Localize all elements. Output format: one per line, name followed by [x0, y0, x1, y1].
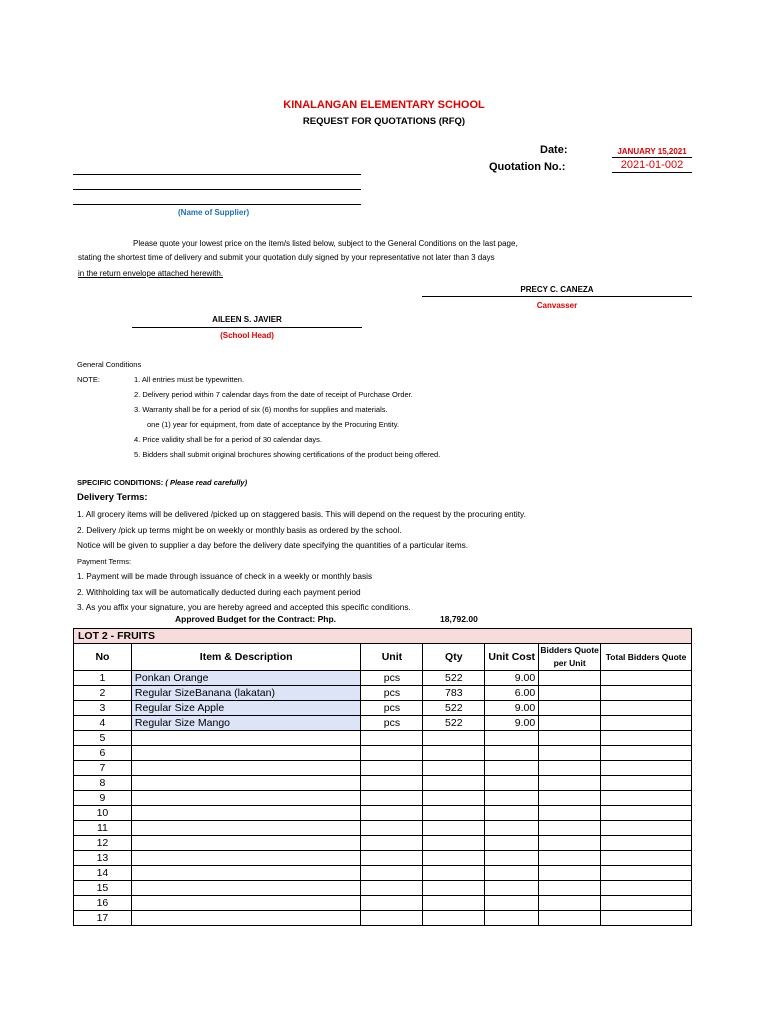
- total-quote-cell[interactable]: [601, 851, 692, 866]
- row-number: 8: [74, 776, 132, 791]
- canvasser-name: PRECY C. CANEZA: [520, 285, 594, 294]
- bidders-quote-cell[interactable]: [539, 881, 601, 896]
- item-unit: pcs: [361, 686, 423, 701]
- budget-label: Approved Budget for the Contract: Php.: [175, 614, 337, 624]
- quotation-value: 2021-01-002: [612, 159, 692, 173]
- item-description: [131, 806, 361, 821]
- total-quote-cell[interactable]: [601, 821, 692, 836]
- payment-terms-heading: Payment Terms:: [77, 556, 132, 566]
- item-unit-cost: [485, 761, 539, 776]
- total-quote-cell[interactable]: [601, 671, 692, 686]
- item-unit-cost: [485, 881, 539, 896]
- item-qty: [423, 806, 485, 821]
- table-row: [74, 866, 692, 881]
- item-qty: 522: [423, 716, 485, 731]
- item-unit: pcs: [361, 716, 423, 731]
- item-unit: [361, 776, 423, 791]
- row-number: 4: [74, 716, 132, 731]
- bidders-quote-cell[interactable]: [539, 911, 601, 926]
- condition-item: one (1) year for equipment, from date of acceptance by the Procuring Entity.: [147, 420, 400, 429]
- item-description: Regular Size Mango: [131, 716, 361, 731]
- date-label: Date:: [540, 144, 568, 156]
- item-qty: [423, 821, 485, 836]
- document-title: REQUEST FOR QUOTATIONS (RFQ): [302, 116, 466, 127]
- item-unit-cost: [485, 836, 539, 851]
- col-header-unit-cost: Unit Cost: [485, 644, 539, 671]
- item-description: [131, 761, 361, 776]
- item-unit-cost: [485, 806, 539, 821]
- row-number: 15: [74, 881, 132, 896]
- bidders-quote-cell[interactable]: [539, 686, 601, 701]
- table-row: [74, 716, 692, 731]
- payment-term: 2. Withholding tax will be automatically deducted during each payment period: [77, 586, 361, 597]
- item-description: [131, 776, 361, 791]
- bidders-quote-cell[interactable]: [539, 791, 601, 806]
- total-quote-cell[interactable]: [601, 791, 692, 806]
- item-description: [131, 881, 361, 896]
- canvasser-role: Canvasser: [536, 301, 578, 310]
- item-qty: [423, 836, 485, 851]
- total-quote-cell[interactable]: [601, 806, 692, 821]
- row-number: 14: [74, 866, 132, 881]
- items-table: [73, 628, 692, 926]
- table-row: [74, 686, 692, 701]
- intro-line-1: Please quote your lowest price on the item/s listed below, subject to the General Conditions on the last page,: [133, 239, 518, 248]
- item-unit: [361, 821, 423, 836]
- specific-heading-note: ( Please read carefully): [165, 478, 248, 487]
- total-quote-cell[interactable]: [601, 686, 692, 701]
- total-quote-cell[interactable]: [601, 746, 692, 761]
- col-header-total-quote: Total Bidders Quote: [601, 644, 692, 671]
- table-row: [74, 851, 692, 866]
- condition-item: 5. Bidders shall submit original brochures showing certifications of the product being offered.: [134, 450, 441, 459]
- item-qty: [423, 761, 485, 776]
- item-unit-cost: [485, 911, 539, 926]
- item-qty: [423, 896, 485, 911]
- row-number: 11: [74, 821, 132, 836]
- col-header-item: Item & Description: [131, 644, 361, 671]
- school-name: KINALANGAN ELEMENTARY SCHOOL: [283, 99, 485, 111]
- row-number: 13: [74, 851, 132, 866]
- item-qty: [423, 851, 485, 866]
- total-quote-cell[interactable]: [601, 911, 692, 926]
- item-unit-cost: 6.00: [485, 686, 539, 701]
- quotation-label: Quotation No.:: [489, 161, 566, 173]
- lot-title: LOT 2 - FRUITS: [74, 629, 692, 644]
- bidders-quote-cell[interactable]: [539, 671, 601, 686]
- delivery-terms-list: [77, 507, 526, 616]
- item-description: [131, 836, 361, 851]
- item-unit: [361, 911, 423, 926]
- item-description: Regular SizeBanana (lakatan): [131, 686, 361, 701]
- item-description: Ponkan Orange: [131, 671, 361, 686]
- item-unit-cost: 9.00: [485, 671, 539, 686]
- total-quote-cell[interactable]: [601, 731, 692, 746]
- item-description: [131, 731, 361, 746]
- item-unit-cost: 9.00: [485, 716, 539, 731]
- supplier-caption: (Name of Supplier): [178, 208, 250, 217]
- total-quote-cell[interactable]: [601, 701, 692, 716]
- total-quote-cell[interactable]: [601, 836, 692, 851]
- table-row: [74, 671, 692, 686]
- general-conditions-heading: General Conditions: [77, 360, 142, 369]
- item-unit: [361, 791, 423, 806]
- row-number: 10: [74, 806, 132, 821]
- bidders-quote-cell[interactable]: [539, 821, 601, 836]
- row-number: 16: [74, 896, 132, 911]
- school-head-role: (School Head): [220, 331, 274, 340]
- table-row: [74, 731, 692, 746]
- item-description: [131, 851, 361, 866]
- col-header-qty: Qty: [423, 644, 485, 671]
- item-unit-cost: [485, 731, 539, 746]
- budget-value: 18,792.00: [440, 614, 478, 624]
- table-row: [74, 746, 692, 761]
- delivery-terms-heading: Delivery Terms:: [77, 492, 148, 503]
- condition-item: 3. Warranty shall be for a period of six (6) months for supplies and materials.: [134, 405, 388, 414]
- item-unit-cost: [485, 896, 539, 911]
- item-qty: [423, 776, 485, 791]
- item-description: [131, 911, 361, 926]
- item-unit: [361, 866, 423, 881]
- item-qty: 522: [423, 671, 485, 686]
- row-number: 12: [74, 836, 132, 851]
- item-description: [131, 896, 361, 911]
- intro-line-2: stating the shortest time of delivery and submit your quotation duly signed by your representative not later than 3 days: [78, 253, 495, 262]
- total-quote-cell[interactable]: [601, 776, 692, 791]
- item-qty: [423, 881, 485, 896]
- item-unit: pcs: [361, 671, 423, 686]
- canvasser-signature-line: [422, 296, 692, 297]
- delivery-term: 2. Delivery /pick up terms might be on weekly or monthly basis as ordered by the school.: [77, 524, 402, 535]
- school-head-signature-line: [132, 327, 362, 328]
- bidders-quote-cell[interactable]: [539, 866, 601, 881]
- item-unit: [361, 836, 423, 851]
- total-quote-cell[interactable]: [601, 716, 692, 731]
- table-row: [74, 821, 692, 836]
- table-row: [74, 911, 692, 926]
- item-qty: 783: [423, 686, 485, 701]
- item-unit-cost: [485, 851, 539, 866]
- item-qty: [423, 866, 485, 881]
- delivery-term: 1. All grocery items will be delivered /picked up on staggered basis. This will depend on the request by the procuring entity.: [77, 509, 526, 519]
- note-label: NOTE:: [77, 375, 100, 384]
- bidders-quote-cell[interactable]: [539, 806, 601, 821]
- bidders-quote-cell[interactable]: [539, 761, 601, 776]
- col-header-no: No: [74, 644, 132, 671]
- row-number: 6: [74, 746, 132, 761]
- row-number: 9: [74, 791, 132, 806]
- item-unit: [361, 881, 423, 896]
- condition-item: 1. All entries must be typewritten.: [134, 375, 245, 384]
- payment-term: 1. Payment will be made through issuance of check in a weekly or monthly basis: [77, 571, 373, 581]
- bidders-quote-cell[interactable]: [539, 716, 601, 731]
- payment-term: 3. As you affix your signature, you are hereby agreed and accepted this specific conditions.: [77, 602, 411, 612]
- item-description: [131, 746, 361, 761]
- general-conditions-list: [134, 372, 440, 462]
- bidders-quote-cell[interactable]: [539, 731, 601, 746]
- item-unit: [361, 761, 423, 776]
- bidders-quote-cell[interactable]: [539, 776, 601, 791]
- condition-item: 4. Price validity shall be for a period of 30 calendar days.: [134, 435, 323, 444]
- item-unit-cost: [485, 866, 539, 881]
- supplier-line-2: [73, 189, 361, 190]
- table-row: [74, 881, 692, 896]
- total-quote-cell[interactable]: [601, 866, 692, 881]
- bidders-quote-cell[interactable]: [539, 896, 601, 911]
- item-unit-cost: [485, 776, 539, 791]
- delivery-term: Notice will be given to supplier a day before the delivery date specifying the quantities of a particular items.: [77, 540, 469, 550]
- bidders-quote-cell[interactable]: [539, 746, 601, 761]
- intro-line-3: in the return envelope attached herewith.: [78, 269, 223, 278]
- item-unit-cost: 9.00: [485, 701, 539, 716]
- bidders-quote-cell[interactable]: [539, 851, 601, 866]
- school-head-name: AILEEN S. JAVIER: [212, 315, 282, 324]
- item-qty: [423, 731, 485, 746]
- item-description: [131, 791, 361, 806]
- table-row: [74, 836, 692, 851]
- item-unit: pcs: [361, 701, 423, 716]
- item-description: [131, 821, 361, 836]
- specific-heading-text: SPECIFIC CONDITIONS:: [77, 478, 164, 487]
- total-quote-cell[interactable]: [601, 761, 692, 776]
- item-unit-cost: [485, 821, 539, 836]
- item-qty: 522: [423, 701, 485, 716]
- table-row: [74, 776, 692, 791]
- item-unit-cost: [485, 791, 539, 806]
- table-row: [74, 806, 692, 821]
- col-header-unit: Unit: [361, 644, 423, 671]
- date-value: JANUARY 15,2021: [612, 147, 692, 158]
- item-description: [131, 866, 361, 881]
- bidders-quote-cell[interactable]: [539, 836, 601, 851]
- row-number: 17: [74, 911, 132, 926]
- item-unit: [361, 851, 423, 866]
- table-row: [74, 896, 692, 911]
- item-unit: [361, 746, 423, 761]
- supplier-line-1: [73, 174, 361, 175]
- row-number: 5: [74, 731, 132, 746]
- row-number: 7: [74, 761, 132, 776]
- table-row: [74, 701, 692, 716]
- row-number: 2: [74, 686, 132, 701]
- table-row: [74, 791, 692, 806]
- total-quote-cell[interactable]: [601, 896, 692, 911]
- item-unit: [361, 896, 423, 911]
- row-number: 3: [74, 701, 132, 716]
- col-header-bidders-quote: Bidders Quote per Unit: [539, 644, 601, 671]
- item-qty: [423, 911, 485, 926]
- specific-conditions-heading: [77, 478, 247, 487]
- bidders-quote-cell[interactable]: [539, 701, 601, 716]
- table-row: [74, 761, 692, 776]
- item-unit-cost: [485, 746, 539, 761]
- item-qty: [423, 746, 485, 761]
- total-quote-cell[interactable]: [601, 881, 692, 896]
- item-unit: [361, 731, 423, 746]
- row-number: 1: [74, 671, 132, 686]
- item-unit: [361, 806, 423, 821]
- condition-item: 2. Delivery period within 7 calendar days from the date of receipt of Purchase Order.: [134, 390, 413, 399]
- item-qty: [423, 791, 485, 806]
- item-description: Regular Size Apple: [131, 701, 361, 716]
- supplier-line-3: [73, 204, 361, 205]
